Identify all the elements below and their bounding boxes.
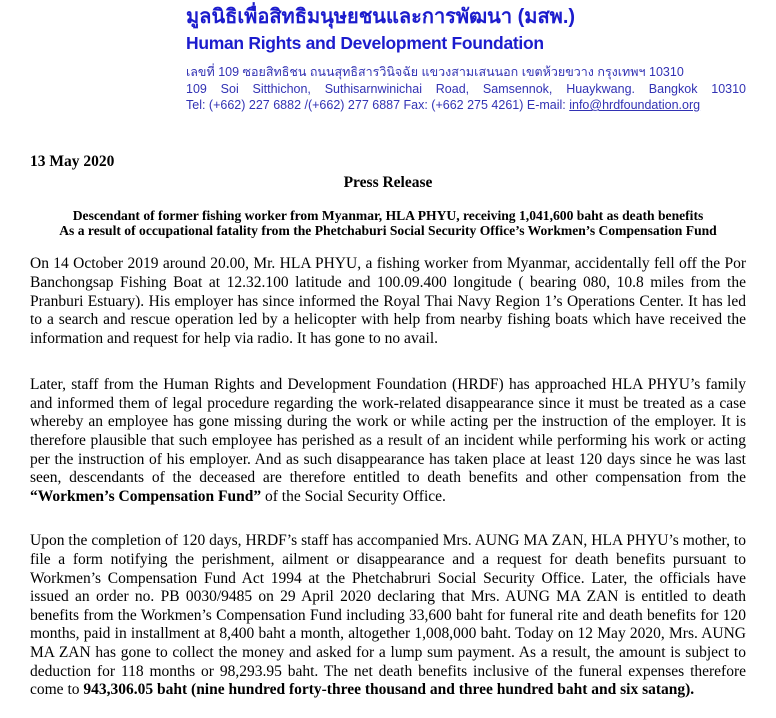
- headline-line2: As a result of occupational fatality from the Phetchaburi Social Security Office’s Workmen’s Compensation Fund: [59, 222, 717, 238]
- paragraph-benefits-bold-amount: 943,306.05 baht (nine hundred forty-three thousand and three hundred baht and six satang).: [83, 681, 695, 699]
- paragraph-benefits-before: Upon the completion of 120 days, HRDF’s staff has accompanied Mrs. AUNG MA ZAN, HLA PHYU’s mother, to file a form notifying the perishment, ailment or disappearance and a request for death benefits pursuant to Workmen’s Compensation Fund Act 1994 at the Phetchabruri Social Security Office. Later, the officials have issued an order no. PB 0030/9485 on 29 April 2020 declaring that Mrs. AUNG MA ZAN is entitled to death benefits from the Workmen’s Compensation Fund including 33,600 baht for funeral rite and death benefits for 120 months, paid in installment at 8,400 baht a month, altogether 1,008,000 baht. Today on 12 May 2020, Mrs. AUNG MA ZAN has gone to collect the money and asked for a lump sum payment. As a result, the amount is subject to deduction for 118 months or 98,293.95 baht. The net death benefits inclusive of the funeral expenses therefore come to: [30, 532, 746, 699]
- address-english: 109 Soi Sitthichon, Suthisarnwinichai Road, Samsennok, Huaykwang. Bangkok 10310: [186, 81, 746, 96]
- contact-line: [186, 97, 746, 114]
- paragraph-legal-bold-fund: “Workmen’s Compensation Fund”: [30, 487, 262, 505]
- contact-text: Tel: (+662) 227 6882 /(+662) 277 6887 Fax: (+662 275 4261) E-mail:: [186, 98, 570, 112]
- paragraph-benefits: [30, 532, 746, 699]
- document-date: 13 May 2020: [30, 152, 115, 170]
- press-release-title: Press Release: [343, 173, 433, 191]
- paragraph-legal-after: of the Social Security Office.: [261, 487, 446, 505]
- headline-line1: Descendant of former fishing worker from Myanmar, HLA PHYU, receiving 1,041,600 baht as death benefits: [72, 207, 704, 223]
- paragraph-legal-before: Later, staff from the Human Rights and Development Foundation (HRDF) has approached HLA PHYU’s family and informed them of legal procedure regarding the work-related disappearance since it must be treated as a case whereby an employee has gone missing during the work or while acting per the instruction of the employer. It is therefore plausible that such employee has perished as a result of an incident while performing his work or acting per the instruction of his employer. And as such disappearance has taken place at least 120 days since he was last seen, descendants of the deceased are therefore entitled to death benefits and other compensation from the: [30, 376, 746, 487]
- org-name-thai: มูลนิธิเพื่อสิทธิมนุษยชนและการพัฒนา (มสพ.): [186, 6, 576, 28]
- org-name-english: Human Rights and Development Foundation: [186, 33, 544, 53]
- address-block: [186, 64, 746, 114]
- paragraph-incident-text: On 14 October 2019 around 20.00, Mr. HLA PHYU, a fishing worker from Myanmar, accidentally fell off the Por Banchongsap Fishing Boat at 12.32.100 latitude and 100.09.400 longitude ( bearing 080, 10.8 miles from the Pranburi Estuary). His employer has since informed the Royal Thai Navy Region 1’s Operations Center. It has led to a search and rescue operation led by a helicopter with help from nearby fishing boats which have received the information and request for help via radio. It has gone to no avail.: [30, 255, 746, 347]
- document-body: [30, 152, 746, 700]
- letterhead: [186, 5, 746, 114]
- address-thai: เลขที่ 109 ซอยสิทธิชน ถนนสุทธิสารวินิจฉัย แขวงสามเสนนอก เขตห้วยขวาง กรุงเทพฯ 10310: [186, 65, 684, 79]
- headline: [30, 208, 746, 239]
- paragraph-legal-procedure: [30, 376, 746, 506]
- email-link[interactable]: info@hrdfoundation.org: [569, 98, 701, 112]
- paragraph-incident: [30, 255, 746, 348]
